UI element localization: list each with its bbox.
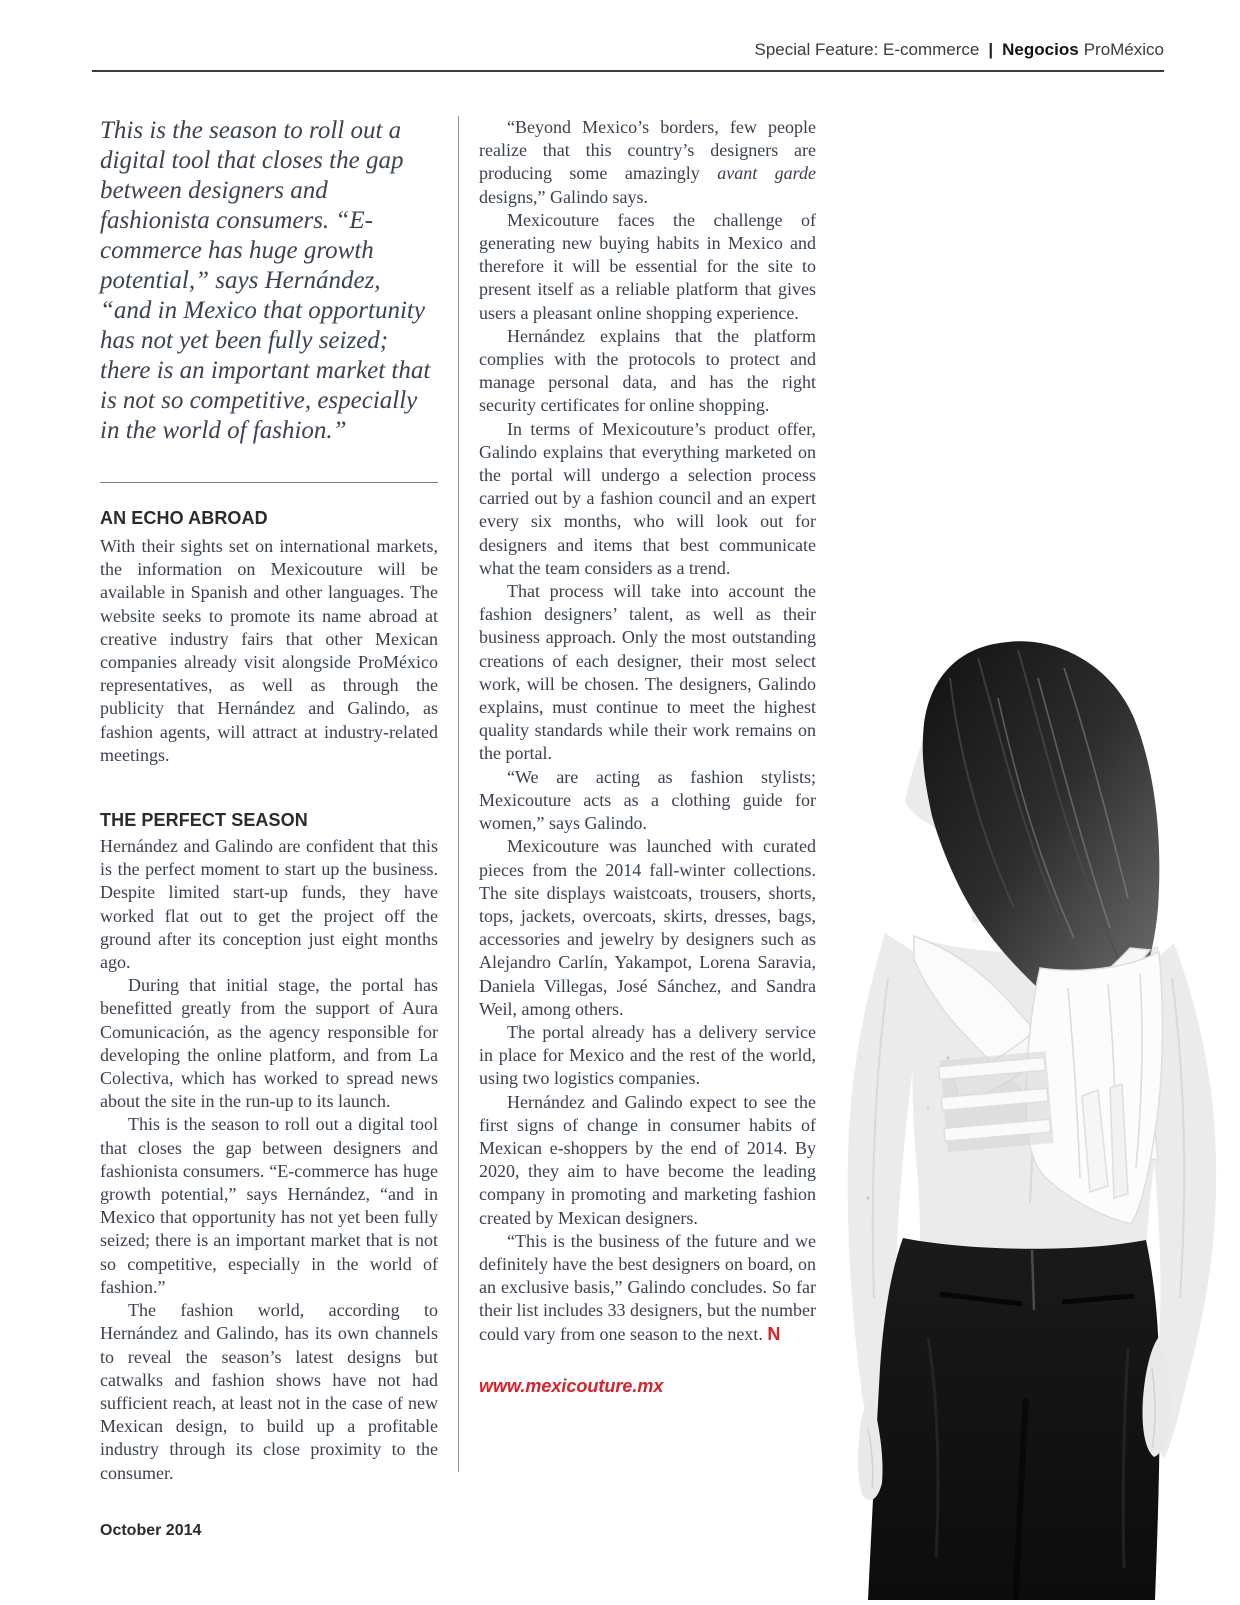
closing-paragraph <box>479 1230 816 1346</box>
right-column <box>479 116 816 1397</box>
section-heading-an-echo-abroad: AN ECHO ABROAD <box>100 508 268 528</box>
paragraph: Hernández and Galindo are confident that this is the perfect moment to start up the business. Despite limited start-up funds, they have worked flat out to get the project off the ground after its conception just eight months ago. <box>100 836 438 973</box>
issue-date: October 2014 <box>100 1522 202 1539</box>
italic-phrase: avant garde <box>717 163 816 184</box>
photo-model-back-view <box>828 638 1240 1600</box>
back-mole <box>927 1107 930 1110</box>
column-divider-rule <box>458 116 459 1472</box>
paragraph: This is the season to roll out a digital tool that closes the gap between designers and fashionista consumers. “E-commerce has huge growth potential,” says Hernández, “and in Mexico that opportunity has not yet been fully seized; there is an important market that is not so competitive, especially in the world of fashion.” <box>100 1114 438 1297</box>
paragraph: Mexicouture faces the challenge of generating new buying habits in Mexico and therefore it will be essential for the site to present itself as a reliable platform that gives users a pleasant online shopping experience. <box>479 209 816 323</box>
page-header <box>755 40 1164 60</box>
paragraph: The portal already has a delivery service in place for Mexico and the rest of the world, using two logistics companies. <box>479 1021 816 1089</box>
ladder-straps <box>938 1051 1054 1152</box>
paragraph: “We are acting as fashion stylists; Mexicouture acts as a clothing guide for women,” says Galindo. <box>479 766 816 834</box>
left-column <box>100 116 438 1485</box>
paragraph-text: designs,” Galindo says. <box>479 186 648 207</box>
paragraph: During that initial stage, the portal has benefitted greatly from the support of Aura Comunicación, as the agency responsible for developing the online platform, and from La Colectiva, which has worked to spread news about the site in the run-up to its launch. <box>100 975 438 1112</box>
header-brand-regular: ProMéxico <box>1083 40 1164 59</box>
paragraph-text: “Beyond Mexico’s borders, few people realize that this country’s designers are producing some amazingly <box>479 117 816 184</box>
section-heading-the-perfect-season: THE PERFECT SEASON <box>100 810 308 831</box>
website-url: www.mexicouture.mx <box>479 1375 664 1396</box>
model-illustration <box>828 638 1240 1600</box>
header-separator: | <box>988 40 994 59</box>
paragraph: Hernández and Galindo expect to see the first signs of change in consumer habits of Mexican e-shoppers by the end of 2014. By 2020, they aim to have become the leading company in promoting and marketing fashion created by Mexican designers. <box>479 1091 816 1228</box>
paragraph: That process will take into account the fashion designers’ talent, as well as their business approach. Only the most outstanding creations of each designer, their most select work, will be chosen. The designers, Galindo explains, must continue to meet the highest quality standards while their work remains on the portal. <box>479 581 816 764</box>
paragraph: The fashion world, according to Hernández and Galindo, has its own channels to reveal the season’s latest designs but catwalks and fashion shows have not had sufficient reach, at least not in the case of new Mexican design, to build up a profitable industry through its close proximity to the consumer. <box>100 1300 438 1483</box>
article-end-mark: N <box>767 1323 781 1344</box>
model-pants <box>868 1238 1160 1600</box>
section-divider-rule <box>100 482 438 483</box>
arm-mole <box>866 1196 869 1199</box>
paragraph: Mexicouture was launched with curated pieces from the 2014 fall-winter collections. The site displays waistcoats, trousers, shorts, tops, jackets, overcoats, skirts, dresses, bags, accessories and jewelry by designers such as Alejandro Carlín, Yakampot, Lorena Saravia, Daniela Villegas, José Sánchez, and Sandra Weil, among others. <box>479 836 816 1019</box>
header-brand-bold: Negocios <box>1002 40 1079 59</box>
paragraph: Hernández explains that the platform complies with the protocols to protect and manage personal data, and has the right security certificates for online shopping. <box>479 325 816 416</box>
paragraph-text: “This is the business of the future and we definitely have the best designers on board, on an exclusive basis,” Galindo concludes. So far their list includes 33 designers, but the number could vary from one season to the next. <box>479 1230 816 1344</box>
paragraph <box>479 116 816 209</box>
pull-quote: This is the season to roll out a digital tool that closes the gap between designers and fashionista consumers. “E-commerce has huge growth potential,” says Hernández, “and in Mexico that opportunity has not yet been fully seized; there is an important market that is not so competitive, especially in the world of fashion.” <box>100 117 431 444</box>
back-mole <box>946 1056 949 1059</box>
paragraph: In terms of Mexicouture’s product offer, Galindo explains that everything marketed on the portal will undergo a selection process carried out by a fashion council and an expert every six months, who will look out for designers and items that best communicate what the team considers as a trend. <box>479 418 816 578</box>
paragraph: With their sights set on international markets, the information on Mexicouture will be available in Spanish and other languages. The website seeks to promote its name abroad at creative industry fairs that other Mexican companies already visit alongside ProMéxico representatives, as well as through the publicity that Hernández and Galindo, as fashion agents, will attract at industry-related meetings. <box>100 536 438 765</box>
header-rule <box>92 70 1164 72</box>
header-feature-label: Special Feature: E-commerce <box>754 40 980 59</box>
